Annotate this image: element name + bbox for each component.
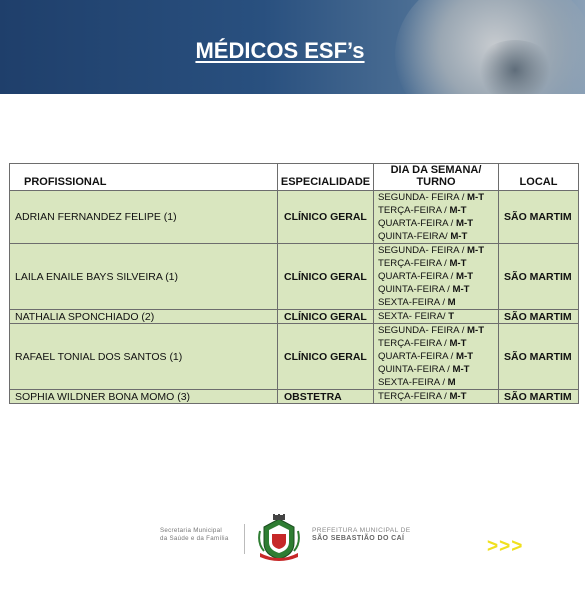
cell-profissional: NATHALIA SPONCHIADO (2)	[10, 310, 278, 324]
cell-dia-turno	[374, 191, 499, 244]
cell-profissional: ADRIAN FERNANDEZ FELIPE (1)	[10, 191, 278, 244]
schedule-day: QUARTA-FEIRA /	[378, 218, 457, 229]
schedule-shift: M-T	[449, 258, 467, 269]
cell-especialidade: CLÍNICO GERAL	[278, 244, 374, 310]
schedule-line	[378, 191, 498, 204]
schedule-day: TERÇA-FEIRA /	[378, 205, 450, 216]
schedule-shift: M-T	[456, 218, 474, 229]
cell-local: SÃO MARTIM	[499, 324, 579, 390]
schedule-day: SEGUNDA- FEIRA /	[378, 245, 468, 256]
schedule-line	[378, 324, 498, 337]
table-row	[10, 310, 579, 324]
schedule-day: QUINTA-FEIRA /	[378, 364, 453, 375]
next-page-arrows[interactable]: >>>	[487, 536, 524, 557]
cell-dia-turno	[374, 390, 499, 404]
cell-local: SÃO MARTIM	[499, 390, 579, 404]
schedule-line	[378, 310, 498, 323]
schedule-line	[378, 230, 498, 243]
schedule-shift: M-T	[467, 325, 485, 336]
prefeitura-line1: PREFEITURA MUNICIPAL DE	[312, 527, 411, 534]
schedule-day: TERÇA-FEIRA /	[378, 338, 450, 349]
schedule-shift: M-T	[452, 364, 470, 375]
cell-especialidade: CLÍNICO GERAL	[278, 191, 374, 244]
prefeitura-line2: SÃO SEBASTIÃO DO CAÍ	[312, 535, 405, 542]
schedule-shift: M-T	[456, 271, 474, 282]
footer-logos	[160, 518, 420, 566]
cell-profissional: RAFAEL TONIAL DOS SANTOS (1)	[10, 324, 278, 390]
schedule-shift: M	[447, 377, 456, 388]
secretaria-logo-text	[160, 527, 238, 543]
schedule-day: TERÇA-FEIRA /	[378, 391, 450, 402]
schedule-day: SEGUNDA- FEIRA /	[378, 325, 468, 336]
schedule-day: SEXTA-FEIRA /	[378, 297, 448, 308]
cell-local: SÃO MARTIM	[499, 191, 579, 244]
schedule-day: SEXTA-FEIRA /	[378, 377, 448, 388]
schedule-line	[378, 390, 498, 403]
col-header-dia-turno: DIA DA SEMANA/ TURNO	[374, 164, 499, 191]
doctors-table	[9, 163, 579, 404]
schedule-day: SEXTA- FEIRA/	[378, 311, 449, 322]
municipal-crest-icon	[256, 513, 302, 563]
schedule-shift: M-T	[467, 192, 485, 203]
schedule-shift: M-T	[452, 284, 470, 295]
schedule-line	[378, 376, 498, 389]
prefeitura-logo-text	[312, 527, 422, 543]
table-row	[10, 244, 579, 310]
table-row	[10, 324, 579, 390]
schedule-line	[378, 363, 498, 376]
footer-divider	[244, 524, 245, 554]
schedule-shift: M-T	[449, 338, 467, 349]
page-title: MÉDICOS ESF’s	[195, 38, 365, 63]
table-header-row	[10, 164, 579, 191]
schedule-day: QUARTA-FEIRA /	[378, 351, 457, 362]
secretaria-line2: da Saúde e da Família	[160, 535, 229, 542]
cell-local: SÃO MARTIM	[499, 310, 579, 324]
cell-especialidade: CLÍNICO GERAL	[278, 310, 374, 324]
schedule-day: QUARTA-FEIRA /	[378, 271, 457, 282]
schedule-shift: M-T	[449, 205, 467, 216]
schedule-line	[378, 350, 498, 363]
schedule-day: QUINTA-FEIRA/	[378, 231, 451, 242]
schedule-shift: M-T	[450, 231, 468, 242]
schedule-line	[378, 217, 498, 230]
schedule-line	[378, 204, 498, 217]
cell-dia-turno	[374, 324, 499, 390]
cell-especialidade: OBSTETRA	[278, 390, 374, 404]
schedule-shift: T	[448, 311, 455, 322]
schedule-day: SEGUNDA- FEIRA /	[378, 192, 468, 203]
schedule-shift: M-T	[467, 245, 485, 256]
schedule-line	[378, 244, 498, 257]
schedule-shift: M-T	[449, 391, 467, 402]
col-header-especialidade: ESPECIALIDADE	[278, 164, 374, 191]
col-header-local: LOCAL	[499, 164, 579, 191]
schedule-line	[378, 296, 498, 309]
cell-dia-turno	[374, 310, 499, 324]
schedule-day: TERÇA-FEIRA /	[378, 258, 450, 269]
cell-dia-turno	[374, 244, 499, 310]
schedule-shift: M	[447, 297, 456, 308]
schedule-line	[378, 283, 498, 296]
cell-local: SÃO MARTIM	[499, 244, 579, 310]
table-row	[10, 191, 579, 244]
schedule-line	[378, 257, 498, 270]
schedule-line	[378, 337, 498, 350]
schedule-day: QUINTA-FEIRA /	[378, 284, 453, 295]
table-row	[10, 390, 579, 404]
cell-profissional: LAILA ENAILE BAYS SILVEIRA (1)	[10, 244, 278, 310]
secretaria-line1: Secretaria Municipal	[160, 527, 223, 534]
cell-profissional: SOPHIA WILDNER BONA MOMO (3)	[10, 390, 278, 404]
schedule-shift: M-T	[456, 351, 474, 362]
schedule-line	[378, 270, 498, 283]
cell-especialidade: CLÍNICO GERAL	[278, 324, 374, 390]
col-header-profissional: PROFISSIONAL	[10, 164, 278, 191]
header-banner	[0, 0, 585, 94]
